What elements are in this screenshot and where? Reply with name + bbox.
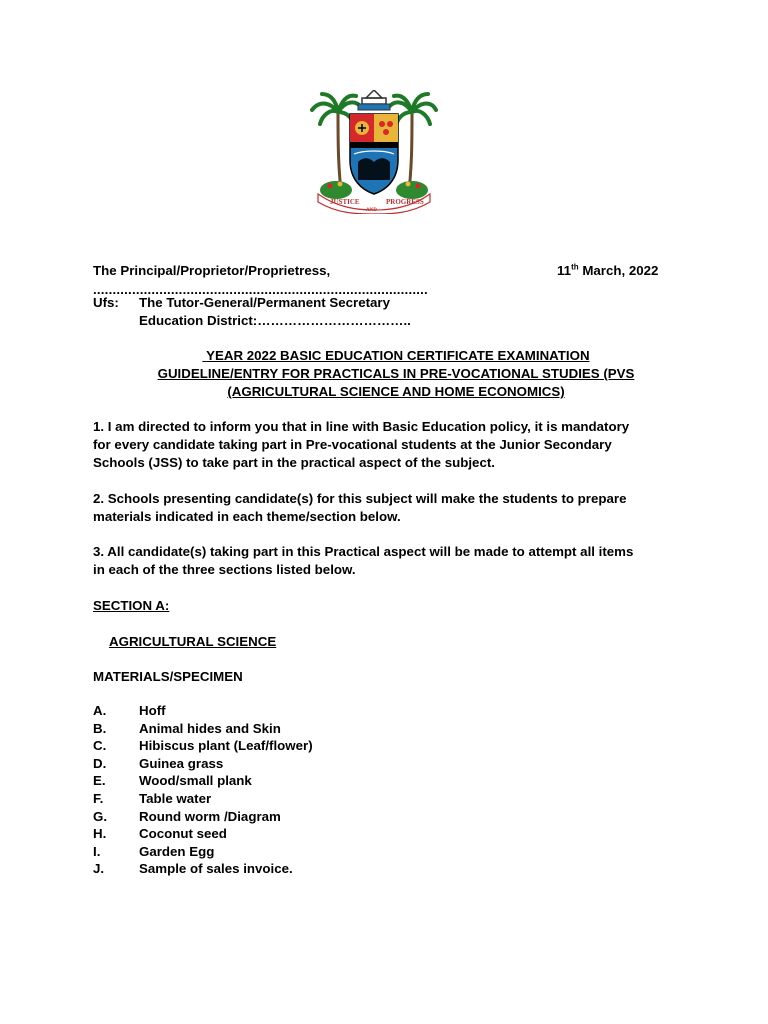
list-item-key: B. <box>93 720 107 736</box>
list-item-key: I. <box>93 843 101 859</box>
list-item-value: Sample of sales invoice. <box>139 861 293 877</box>
list-item-key: E. <box>93 773 106 789</box>
motto-right-text: PROGRESS <box>386 198 424 206</box>
paragraph-1-line-3: Schools (JSS) to take part in the practical aspect of the subject. <box>93 455 495 470</box>
list-item-value: Table water <box>139 790 212 806</box>
date-rest: March, 2022 <box>578 263 659 278</box>
paragraph-3-line-1: 3. All candidate(s) taking part in this Practical aspect will be made to attempt all items <box>93 544 634 559</box>
section-heading: SECTION A: <box>93 598 170 613</box>
shield-icon <box>350 114 398 194</box>
list-item-value: Animal hides and Skin <box>139 720 281 736</box>
title-line-3: (AGRICULTURAL SCIENCE AND HOME ECONOMICS) <box>227 384 565 399</box>
list-item-value: Round worm /Diagram <box>139 808 281 824</box>
list-item-value: Coconut seed <box>139 826 227 842</box>
date-day: 11 <box>557 263 572 278</box>
list-item-key: F. <box>93 790 104 806</box>
motto-left-text: JUSTICE <box>330 198 360 206</box>
date-suffix: th <box>571 262 579 272</box>
list-item-value: Guinea grass <box>139 755 224 771</box>
letter-date <box>557 262 658 280</box>
addressee: The Principal/Proprietor/Proprietress, <box>93 263 331 278</box>
ufs-line-2: Education District:…………………………….. <box>139 313 411 328</box>
list-item-key: J. <box>93 861 105 877</box>
list-item-key: D. <box>93 755 107 771</box>
materials-label: MATERIALS/SPECIMEN <box>93 669 243 684</box>
paragraph-2-line-2: materials indicated in each theme/section below. <box>93 509 401 524</box>
list-item-key: G. <box>93 808 108 824</box>
ufs-label: Ufs: <box>93 295 119 310</box>
list-item-value: Hoff <box>139 703 166 718</box>
ufs-line-1: The Tutor-General/Permanent Secretary <box>139 295 390 310</box>
list-item-key: H. <box>93 826 107 842</box>
section-subheading: AGRICULTURAL SCIENCE <box>109 634 277 649</box>
title-line-1 <box>93 347 699 365</box>
title-line-2: GUIDELINE/ENTRY FOR PRACTICALS IN PRE-VOCATIONAL STUDIES (PVS <box>157 366 635 381</box>
paragraph-1-line-2: for every candidate taking part in Pre-vocational students at the Junior Secondary <box>93 437 612 452</box>
title-line-1-text: YEAR 2022 BASIC EDUCATION CERTIFICATE EXAMINATION <box>206 348 590 363</box>
paragraph-1-line-1: 1. I am directed to inform you that in line with Basic Education policy, it is mandatory <box>93 419 630 434</box>
paragraph-3-line-2: in each of the three sections listed below. <box>93 562 356 577</box>
dotted-line: ...................................................................................... <box>93 282 428 297</box>
list-item-value: Garden Egg <box>139 843 215 859</box>
list-item-value: Wood/small plank <box>139 773 252 789</box>
crest-top-icon <box>358 90 390 110</box>
coat-of-arms-logo <box>308 90 438 214</box>
paragraph-2-line-1: 2. Schools presenting candidate(s) for this subject will make the students to prepare <box>93 491 627 506</box>
motto-middle-text: AND <box>366 208 377 213</box>
list-item-value: Hibiscus plant (Leaf/flower) <box>139 738 313 754</box>
list-item-key: A. <box>93 703 107 718</box>
list-item-key: C. <box>93 738 107 754</box>
